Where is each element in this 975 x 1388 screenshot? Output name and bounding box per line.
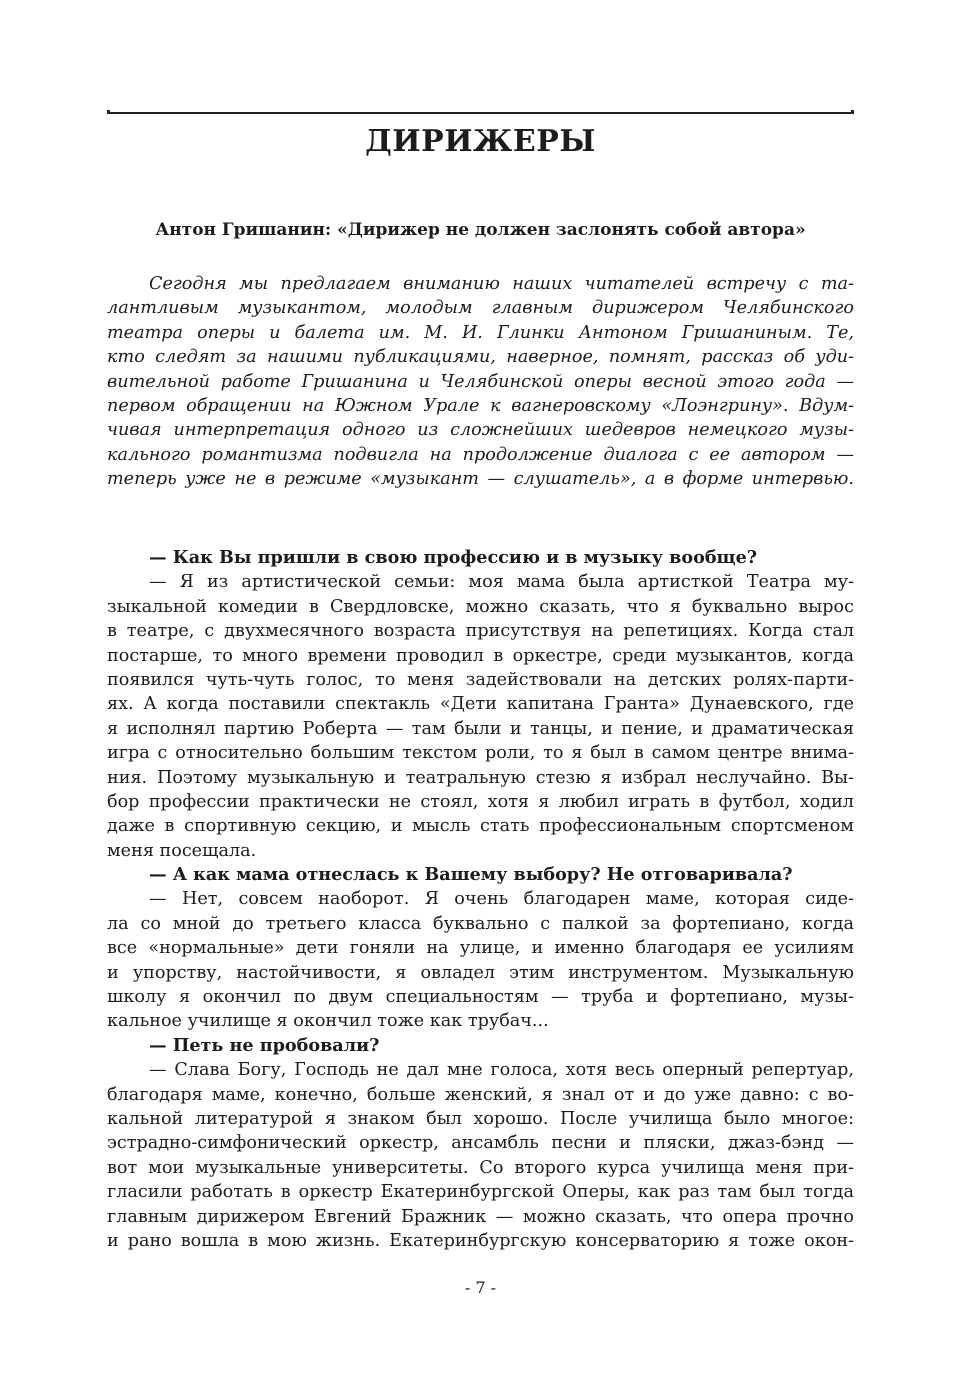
answer-line: — Нет, совсем наоборот. Я очень благодарен маме, которая сиде- <box>149 889 854 910</box>
section-title: ДИРИЖЕРЫ <box>365 124 596 159</box>
question-line: — Петь не пробовали? <box>149 1034 380 1056</box>
question-line: — А как мама отнеслась к Вашему выбору? Не отговаривала? <box>149 864 793 886</box>
intro-line: лантливым музыкантом, молодым главным дирижером Челябинского <box>107 298 854 319</box>
answer-line: бор профессии практически не стоял, хотя я любил играть в футбол, ходил <box>107 791 854 812</box>
answer-line: зыкальной комедии в Свердловске, можно сказать, что я буквально вырос <box>107 596 854 617</box>
answer-line: игра с относительно большим текстом роли, то я был в самом центре внима- <box>107 743 854 764</box>
intro-line: вительной работе Гришанина и Челябинской оперы весной этого года — <box>107 371 854 392</box>
intro-line: первом обращении на Южном Урале к вагнеровскому «Лоэнгрину». Вдум- <box>107 395 854 416</box>
answer-line: и рано вошла в мою жизнь. Екатеринбургскую консерваторию я тоже окон- <box>107 1230 854 1251</box>
intro-line: театра оперы и балета им. М. И. Глинки Антоном Гришаниным. Те, <box>107 322 854 343</box>
answer-line: и упорству, настойчивости, я овладел этим инструментом. Музыкальную <box>107 962 854 983</box>
answer-line: кальное училище я окончил тоже как трубач... <box>107 1011 549 1032</box>
answer-line: ния. Поэтому музыкальную и театральную стезю я избрал неслучайно. Вы- <box>107 767 854 788</box>
intro-paragraph <box>107 272 854 492</box>
answer-line: ла со мной до третьего класса буквально с палкой за фортепиано, когда <box>107 913 854 934</box>
intro-line: кто следят за нашими публикациями, наверное, помнят, рассказ об уди- <box>107 347 854 368</box>
answer-line: ях. А когда поставили спектакль «Дети капитана Гранта» Дунаевского, где <box>107 694 854 715</box>
answer-line: благодаря маме, конечно, больше женский, я знал от и до уже давно: с во- <box>107 1084 854 1105</box>
answer-line: я исполнял партию Роберта — там были и танцы, и пение, и драматическая <box>107 718 854 739</box>
answer-line: появился чуть-чуть голос, то меня задействовали на детских ролях-парти- <box>107 669 854 690</box>
answer-line: меня посещала. <box>107 840 257 861</box>
intro-line: Сегодня мы предлагаем вниманию наших читателей встречу с та- <box>149 274 854 294</box>
question-line: — Как Вы пришли в свою профессию и в музыку вообще? <box>149 547 758 568</box>
page-number: - 7 - <box>464 1278 497 1297</box>
interview-body <box>107 546 854 1253</box>
answer-line: постарше, то много времени проводил в оркестре, среди музыкантов, когда <box>107 645 854 666</box>
top-rule <box>107 112 854 114</box>
answer-line: главным дирижером Евгений Бражник — можно сказать, что опера прочно <box>107 1206 854 1227</box>
answer-line: в театре, с двухмесячного возраста присутствуя на репетициях. Когда стал <box>107 621 854 642</box>
answer-line: — Слава Богу, Господь не дал мне голоса, хотя весь оперный репертуар, <box>149 1060 854 1081</box>
answer-line: кальной литературой я знаком был хорошо. После училища было многое: <box>107 1108 854 1129</box>
article-title: Антон Гришанин: «Дирижер не должен заслонять собой автора» <box>155 220 806 240</box>
answer-line: эстрадно-симфонический оркестр, ансамбль песни и пляски, джаз-бэнд — <box>107 1133 854 1154</box>
intro-line: кального романтизма подвигла на продолжение диалога с ее автором — <box>107 444 854 465</box>
answer-line: все «нормальные» дети гоняли на улице, и именно благодаря ее усилиям <box>107 938 854 959</box>
answer-line: — Я из артистической семьи: моя мама была артисткой Театра му- <box>149 572 854 593</box>
intro-line: теперь уже не в режиме «музыкант — слушатель», а в форме интервью. <box>107 469 854 490</box>
answer-line: даже в спортивную секцию, и мысль стать профессиональным спортсменом <box>107 816 854 837</box>
intro-line: чивая интерпретация одного из сложнейших шедевров немецкого музы- <box>107 420 854 441</box>
answer-line: школу я окончил по двум специальностям — труба и фортепиано, музы- <box>107 987 854 1008</box>
answer-line: гласили работать в оркестр Екатеринбургской Оперы, как раз там был тогда <box>107 1182 854 1203</box>
answer-line: вот мои музыкальные университеты. Со второго курса училища меня при- <box>107 1157 854 1178</box>
